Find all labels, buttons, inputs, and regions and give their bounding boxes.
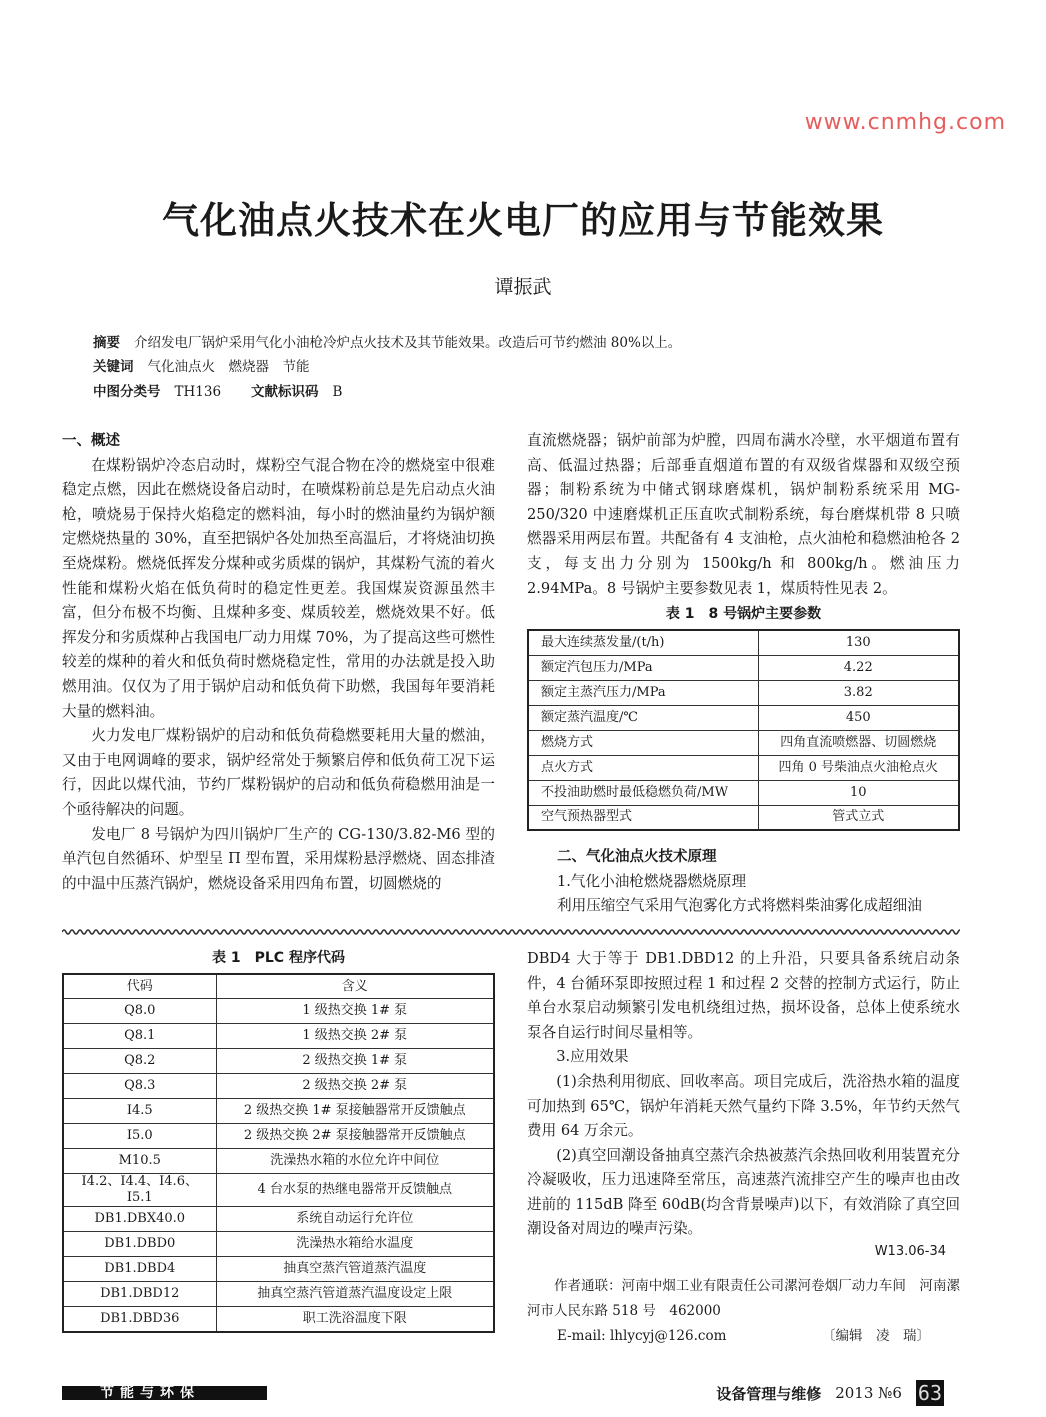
parameter-name: 不投油助燃时最低稳燃负荷/MW xyxy=(528,780,758,805)
paragraph: (2)真空回潮设备抽真空蒸汽余热被蒸汽余热回收利用装置充分冷凝吸收，压力迅速降至常压，高速蒸汽流排空产生的噪声也由改进前的 115dB 降至 60dB(均含背景噪声)以下，有效消除了真空回潮设备对周边的噪声污染。 xyxy=(527,1146,960,1238)
boiler-parameters-table xyxy=(527,629,960,831)
abstract-text: 介绍发电厂锅炉采用气化小油枪冷炉点火技术及其节能效果。改造后可节约燃油 80%以上。 xyxy=(134,335,682,351)
column-header: 含义 xyxy=(216,974,494,999)
keyword: 燃烧器 xyxy=(228,359,269,375)
parameter-name: 额定蒸汽温度/℃ xyxy=(528,705,758,730)
abstract-label: 摘要 xyxy=(93,335,120,351)
paragraph: (1)余热利用彻底、回收率高。项目完成后，洗浴热水箱的温度可加热到 65℃，锅炉年消耗天然气量约下降 3.5%，年节约天然气费用 64 万余元。 xyxy=(527,1072,960,1140)
table-row xyxy=(528,805,959,830)
paragraph: 在煤粉锅炉冷态启动时，煤粉空气混合物在冷的燃烧室中很难稳定点燃，因此在燃烧设备启动时，在喷煤粉前总是先启动点火油枪，喷烧易于保持火焰稳定的燃料油，每小时的燃油量约为锅炉额定燃烧热量的 30%，直至把锅炉各处加热至高温后，才将烧油切换至烧煤粉。燃烧低挥发分煤种或劣质煤的锅炉，其煤粉气流的着火性能和煤粉火焰在低负荷时的稳定性更差。我国煤炭资源虽然丰富，但分布极不均衡、且煤种多变、煤质较差，燃烧效果不好。低挥发分和劣质煤种占我国电厂动力用煤 70%，为了提高这些可燃性较差的煤种的着火和低负荷时燃烧稳定性，常用的办法就是投入助燃用油。仅仅为了用于锅炉启动和低负荷下助燃，我国每年要消耗大量的燃料油。 xyxy=(62,456,495,720)
footer-section-label: 节能与环保 xyxy=(62,1386,267,1400)
parameter-value: 10 xyxy=(758,780,959,805)
code-meaning: 2 级热交换 2# 泵接触器常开反馈触点 xyxy=(216,1124,494,1149)
page-footer xyxy=(62,1379,960,1407)
plc-code: I4.5 xyxy=(63,1099,216,1124)
parameter-name: 额定主蒸汽压力/MPa xyxy=(528,680,758,705)
section-heading: 二、气化油点火技术原理 xyxy=(557,849,717,866)
table-row xyxy=(63,1024,494,1049)
clc-label: 中图分类号 xyxy=(93,384,161,400)
plc-code: Q8.3 xyxy=(63,1074,216,1099)
table-caption: 表 1 PLC 程序代码 xyxy=(212,949,345,966)
table-row xyxy=(528,655,959,680)
plc-code: Q8.0 xyxy=(63,999,216,1024)
table-row xyxy=(528,730,959,755)
plc-code: DB1.DBD12 xyxy=(63,1282,216,1307)
table-row xyxy=(528,705,959,730)
upper-columns xyxy=(62,429,960,919)
table-row xyxy=(528,680,959,705)
doc-code-label: 文献标识码 xyxy=(251,384,319,400)
table-row xyxy=(528,780,959,805)
table-row xyxy=(63,1099,494,1124)
plc-code: M10.5 xyxy=(63,1149,216,1174)
issue: 2013 №6 xyxy=(835,1384,902,1403)
editor: 〔编辑 凌 瑞〕 xyxy=(822,1328,930,1345)
other-article xyxy=(527,947,960,1349)
table-row xyxy=(63,1074,494,1099)
clc-value: TH136 xyxy=(174,384,222,400)
code-meaning: 2 级热交换 2# 泵 xyxy=(216,1074,494,1099)
footer-journal xyxy=(716,1380,944,1406)
plc-code: DB1.DBD4 xyxy=(63,1257,216,1282)
parameter-value: 管式立式 xyxy=(758,805,959,830)
paragraph: 利用压缩空气采用气泡雾化方式将燃料柴油雾化成超细油 xyxy=(557,897,922,915)
parameter-value: 130 xyxy=(758,630,959,655)
table-row xyxy=(63,1049,494,1074)
table-caption: 表 1 8 号锅炉主要参数 xyxy=(665,606,822,623)
code-meaning: 2 级热交换 1# 泵 xyxy=(216,1049,494,1074)
plc-code: Q8.2 xyxy=(63,1049,216,1074)
table-row xyxy=(63,1257,494,1282)
table-row xyxy=(63,1124,494,1149)
parameter-value: 四角直流喷燃器、切圆燃烧 xyxy=(758,730,959,755)
subheading: 1.气化小油枪燃烧器燃烧原理 xyxy=(557,872,747,890)
parameter-name: 最大连续蒸发量/(t/h) xyxy=(528,630,758,655)
plc-code: DB1.DBD36 xyxy=(63,1307,216,1332)
code-meaning: 2 级热交换 1# 泵接触器常开反馈触点 xyxy=(216,1099,494,1124)
parameter-value: 四角 0 号柴油点火油枪点火 xyxy=(758,755,959,780)
article-body xyxy=(62,429,960,1407)
table-row xyxy=(63,1307,494,1332)
parameter-name: 点火方式 xyxy=(528,755,758,780)
code-meaning: 系统自动运行允许位 xyxy=(216,1207,494,1232)
journal-name: 设备管理与维修 xyxy=(716,1384,822,1403)
subheading: 3.应用效果 xyxy=(556,1048,629,1066)
section-divider xyxy=(62,927,960,937)
plc-code: DB1.DBD0 xyxy=(63,1232,216,1257)
table-row xyxy=(63,1174,494,1207)
right-column xyxy=(527,429,960,919)
table-header-row xyxy=(63,974,494,999)
author-contact: 作者通联：河南中烟工业有限责任公司漯河卷烟厂动力车间 河南漯河市人民东路 518 号 462000 xyxy=(527,1278,960,1320)
parameter-value: 450 xyxy=(758,705,959,730)
left-column xyxy=(62,429,495,896)
table-row xyxy=(528,755,959,780)
table-row xyxy=(63,1232,494,1257)
plc-code: Q8.1 xyxy=(63,1024,216,1049)
plc-code: DB1.DBX40.0 xyxy=(63,1207,216,1232)
author-email[interactable]: E-mail: lhlycyj@126.com xyxy=(557,1328,727,1345)
code-meaning: 洗澡热水箱的水位允许中间位 xyxy=(216,1149,494,1174)
doc-code-value: B xyxy=(332,384,343,400)
author: 谭振武 xyxy=(494,276,552,298)
paragraph: 火力发电厂煤粉锅炉的启动和低负荷稳燃要耗用大量的燃油，又由于电网调峰的要求，锅炉经常处于频繁启停和低负荷工况下运行，因此以煤代油，节约厂煤粉锅炉的启动和低负荷稳燃用油是一个亟待解决的问题。 xyxy=(62,727,495,818)
page-number: 63 xyxy=(917,1381,942,1406)
classification xyxy=(93,380,342,405)
watermark: www.cnmhg.com xyxy=(804,110,1006,135)
plc-table-block xyxy=(62,947,495,1333)
parameter-value: 3.82 xyxy=(758,680,959,705)
plc-code-table xyxy=(62,973,495,1333)
section-heading: 一、概述 xyxy=(62,433,120,449)
code-meaning: 4 台水泵的热继电器常开反馈触点 xyxy=(216,1174,494,1207)
table-row xyxy=(63,1282,494,1307)
parameter-name: 空气预热器型式 xyxy=(528,805,758,830)
parameter-name: 燃烧方式 xyxy=(528,730,758,755)
keywords xyxy=(93,355,310,380)
table-row xyxy=(63,1149,494,1174)
paragraph: 发电厂 8 号锅炉为四川锅炉厂生产的 CG-130/3.82-M6 型的单汽包自然循环、炉型呈 Π 型布置，采用煤粉悬浮燃烧、固态排渣的中温中压蒸汽锅炉，燃烧设备采用四角布置，切圆燃烧的 xyxy=(62,825,495,892)
keyword: 节能 xyxy=(282,359,310,375)
abstract xyxy=(93,331,681,356)
table-row xyxy=(63,999,494,1024)
plc-code: I5.0 xyxy=(63,1124,216,1149)
code-meaning: 1 级热交换 2# 泵 xyxy=(216,1024,494,1049)
code-meaning: 职工洗浴温度下限 xyxy=(216,1307,494,1332)
code-meaning: 洗澡热水箱给水温度 xyxy=(216,1232,494,1257)
article-title: 气化油点火技术在火电厂的应用与节能效果 xyxy=(162,199,884,242)
table-row xyxy=(63,1207,494,1232)
keyword: 气化油点火 xyxy=(147,359,215,375)
parameter-value: 4.22 xyxy=(758,655,959,680)
lower-columns xyxy=(62,947,960,1349)
table-row xyxy=(528,630,959,655)
plc-code: I4.2、I4.4、I4.6、I5.1 xyxy=(63,1174,216,1207)
code-meaning: 1 级热交换 1# 泵 xyxy=(216,999,494,1024)
column-header: 代码 xyxy=(63,974,216,999)
paragraph: DBD4 大于等于 DB1.DBD12 的上升沿，只要具备系统启动条件，4 台循环泵即按照过程 1 和过程 2 交替的控制方式运行，防止单台水泵启动频繁引发电机绕组过热，损坏设备，总体上使系统水泵各自运行时间尽量相等。 xyxy=(527,949,960,1041)
code-meaning: 抽真空蒸汽管道蒸汽温度设定上限 xyxy=(216,1282,494,1307)
code-meaning: 抽真空蒸汽管道蒸汽温度 xyxy=(216,1257,494,1282)
keywords-label: 关键词 xyxy=(93,359,134,375)
paragraph: 直流燃烧器；锅炉前部为炉膛，四周布满水冷壁，水平烟道布置有高、低温过热器；后部垂直烟道布置的有双级省煤器和双级空预器；制粉系统为中储式钢球磨煤机，锅炉制粉系统采用 MG-250/320 中速磨煤机正压直吹式制粉系统，每台磨煤机带 8 只喷燃器采用两层布置。共配备有 4 支油枪，点火油枪和稳燃油枪各 2 支，每支出力分别为 1500kg/h 和 800kg/h。燃油压力 2.94MPa。8 号锅炉主要参数见表 1，煤质特性见表 2。 xyxy=(527,432,960,597)
parameter-name: 额定汽包压力/MPa xyxy=(528,655,758,680)
article-code: W13.06-34 xyxy=(874,1244,946,1260)
